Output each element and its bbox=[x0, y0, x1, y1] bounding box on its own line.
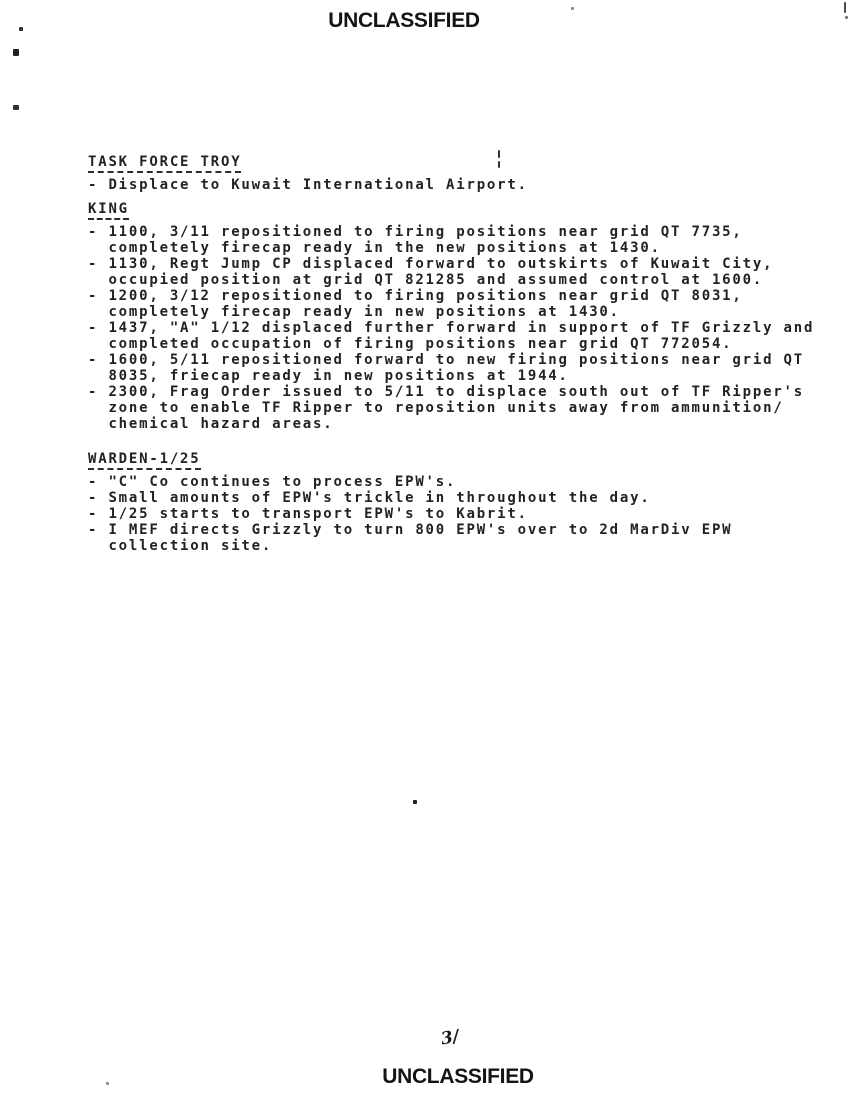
text-line: collection site. bbox=[88, 538, 273, 554]
text-line: - 2300, Frag Order issued to 5/11 to displace south out of TF Ripper's bbox=[88, 384, 805, 400]
section-task-force-troy bbox=[88, 154, 528, 193]
section-heading-warden-1-25: WARDEN-1/25 bbox=[88, 452, 201, 470]
scan-artifact bbox=[106, 1082, 109, 1085]
section-king bbox=[88, 201, 814, 432]
section-body-warden-1-25 bbox=[88, 474, 732, 554]
section-heading-king: KING bbox=[88, 202, 129, 220]
text-line: completely firecap ready in new positions at 1430. bbox=[88, 304, 620, 320]
text-line: zone to enable TF Ripper to reposition units away from ammunition/ bbox=[88, 400, 784, 416]
text-line: - 1200, 3/12 repositioned to firing positions near grid QT 8031, bbox=[88, 288, 743, 304]
text-line: completed occupation of firing positions near grid QT 772054. bbox=[88, 336, 733, 352]
text-line: - 1100, 3/11 repositioned to firing positions near grid QT 7735, bbox=[88, 224, 743, 240]
scan-artifact bbox=[571, 7, 574, 10]
text-line: - Displace to Kuwait International Airport. bbox=[88, 177, 528, 193]
scan-artifact bbox=[413, 800, 417, 804]
text-line: completely firecap ready in the new positions at 1430. bbox=[88, 240, 661, 256]
classification-header: UNCLASSIFIED bbox=[328, 9, 480, 32]
section-heading-task-force-troy: TASK FORCE TROY bbox=[88, 155, 241, 173]
text-line: - 1600, 5/11 repositioned forward to new firing positions near grid QT bbox=[88, 352, 805, 368]
text-line: - 1130, Regt Jump CP displaced forward to outskirts of Kuwait City, bbox=[88, 256, 774, 272]
scan-artifact bbox=[498, 150, 500, 158]
scan-artifact bbox=[498, 161, 500, 168]
text-line: - Small amounts of EPW's trickle in throughout the day. bbox=[88, 490, 651, 506]
text-line: 8035, friecap ready in new positions at 1944. bbox=[88, 368, 569, 384]
scan-artifact bbox=[845, 16, 848, 19]
text-line: - 1437, "A" 1/12 displaced further forward in support of TF Grizzly and bbox=[88, 320, 815, 336]
scan-artifact bbox=[19, 27, 23, 31]
text-line: - 1/25 starts to transport EPW's to Kabrit. bbox=[88, 506, 528, 522]
section-warden-1-25 bbox=[88, 451, 732, 554]
scan-artifact bbox=[13, 49, 19, 56]
handwritten-page-number: 3/ bbox=[439, 1026, 461, 1050]
section-body-king bbox=[88, 224, 814, 432]
classification-footer: UNCLASSIFIED bbox=[382, 1065, 534, 1088]
text-line: occupied position at grid QT 821285 and assumed control at 1600. bbox=[88, 272, 764, 288]
text-line: - "C" Co continues to process EPW's. bbox=[88, 474, 457, 490]
section-body-task-force-troy bbox=[88, 177, 528, 193]
scan-artifact bbox=[844, 2, 846, 13]
text-line: - I MEF directs Grizzly to turn 800 EPW's over to 2d MarDiv EPW bbox=[88, 522, 733, 538]
scan-artifact bbox=[13, 105, 19, 110]
text-line: chemical hazard areas. bbox=[88, 416, 334, 432]
